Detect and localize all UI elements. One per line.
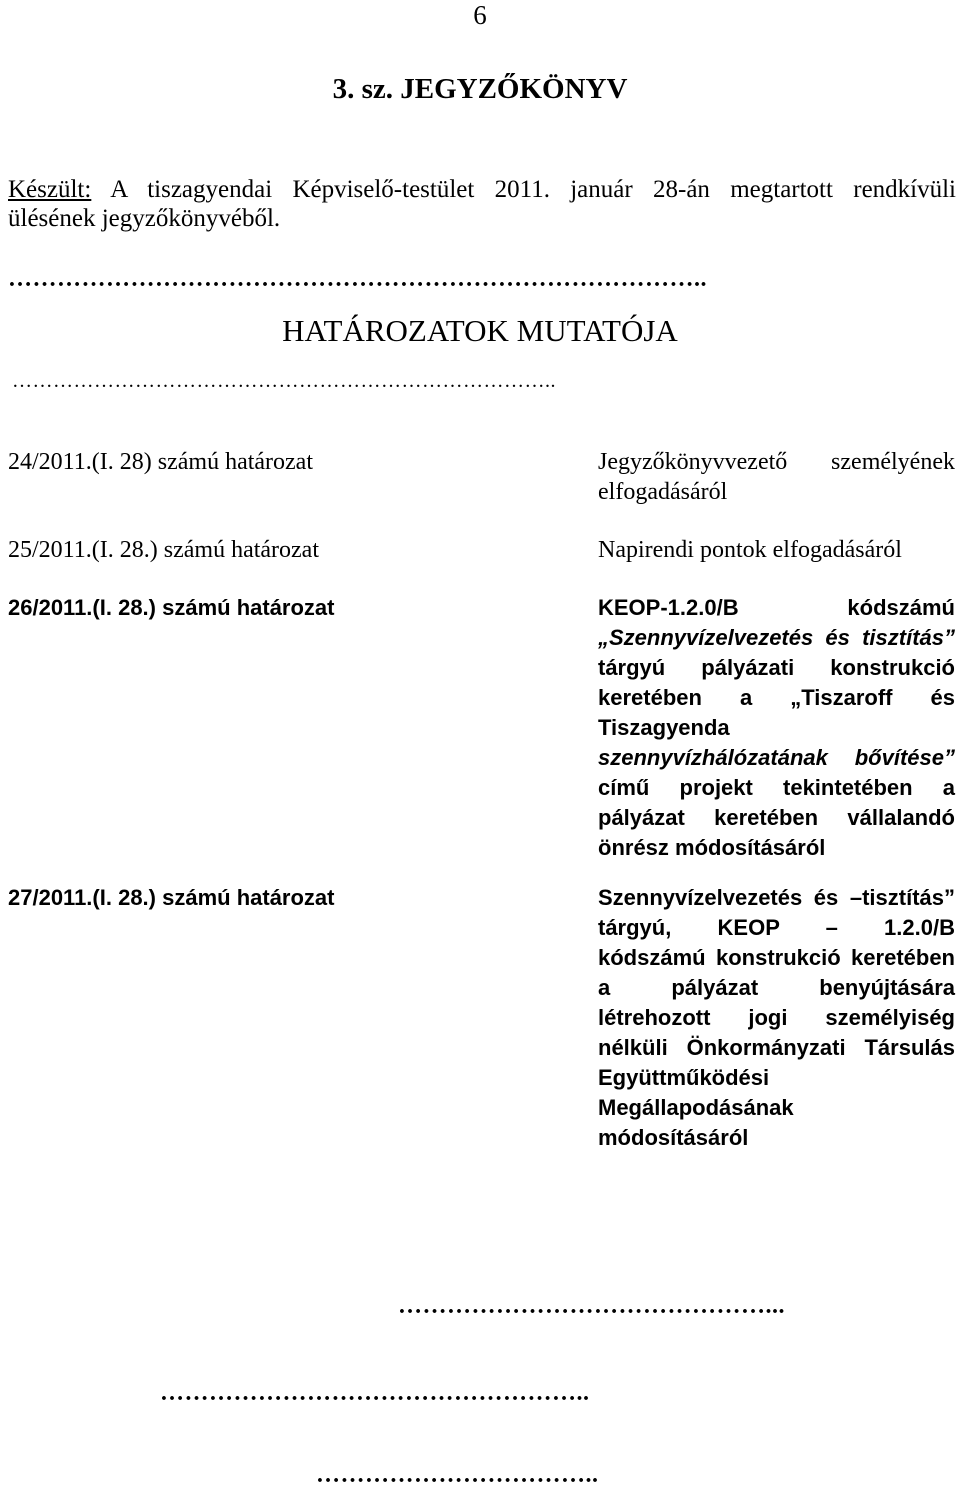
resolution-subject bbox=[598, 447, 955, 507]
subject-line: a pályázat benyújtására bbox=[598, 975, 955, 1000]
subject-line: Megállapodásának bbox=[598, 1095, 794, 1120]
subject-line: nélküli Önkormányzati Társulás bbox=[598, 1035, 955, 1060]
subject-line: módosításáról bbox=[598, 1125, 749, 1150]
subject-line: kódszámú konstrukció keretében bbox=[598, 945, 955, 970]
index-title: HATÁROZATOK MUTATÓJA bbox=[282, 313, 678, 348]
subject-line: „Szennyvízelvezetés és tisztítás” bbox=[598, 625, 955, 650]
made-label: Készült: bbox=[8, 176, 92, 203]
made-statement-line-1 bbox=[8, 175, 956, 205]
subject-line: önrész módosításáról bbox=[598, 835, 826, 860]
subject-line: Tiszagyenda bbox=[598, 715, 730, 740]
subject-line: KEOP-1.2.0/B kódszámú bbox=[598, 595, 955, 620]
subject-line: tárgyú pályázati konstrukció bbox=[598, 655, 955, 680]
dotted-separator: ………………………………………………………………………….. bbox=[8, 266, 707, 292]
subject-line: tárgyú, KEOP – 1.2.0/B bbox=[598, 915, 955, 940]
document-title: 3. sz. JEGYZŐKÖNYV bbox=[332, 73, 628, 105]
subject-line: Szennyvízelvezetés és –tisztítás” bbox=[598, 885, 955, 910]
dotted-separator: …………………………….. bbox=[316, 1462, 599, 1488]
subject-line: című projekt tekintetében a bbox=[598, 775, 955, 800]
subject-line: létrehozott jogi személyiség bbox=[598, 1005, 955, 1030]
subject-line: szennyvízhálózatának bővítése” bbox=[598, 745, 955, 770]
resolution-subject bbox=[598, 883, 955, 1153]
dotted-separator: …………………………………………………………………….. bbox=[12, 370, 556, 392]
subject-line: Jegyzőkönyvvezető személyének bbox=[598, 449, 955, 475]
resolution-reference: 26/2011.(I. 28.) számú határozat bbox=[8, 595, 335, 620]
dotted-separator: ………………………………………... bbox=[398, 1293, 785, 1319]
subject-line: Együttműködési bbox=[598, 1065, 770, 1090]
subject-line: elfogadásáról bbox=[598, 479, 728, 505]
subject-line: Napirendi pontok elfogadásáról bbox=[598, 537, 902, 563]
subject-line: keretében a „Tiszaroff és bbox=[598, 685, 955, 710]
resolution-reference: 25/2011.(I. 28.) számú határozat bbox=[8, 537, 320, 563]
resolution-reference: 24/2011.(I. 28) számú határozat bbox=[8, 449, 314, 475]
page-number: 6 bbox=[473, 0, 487, 30]
subject-line: pályázat keretében vállalandó bbox=[598, 805, 955, 830]
made-text-line-1: A tiszagyendai Képviselő-testület 2011. január 28-án megtartott rendkívüli bbox=[91, 176, 956, 203]
made-text-line-2: ülésének jegyzőkönyvéből. bbox=[8, 205, 281, 232]
dotted-separator: …………………………………………….. bbox=[160, 1380, 590, 1406]
resolution-subject bbox=[598, 593, 955, 863]
resolution-reference: 27/2011.(I. 28.) számú határozat bbox=[8, 885, 335, 910]
resolution-subject bbox=[598, 535, 955, 565]
